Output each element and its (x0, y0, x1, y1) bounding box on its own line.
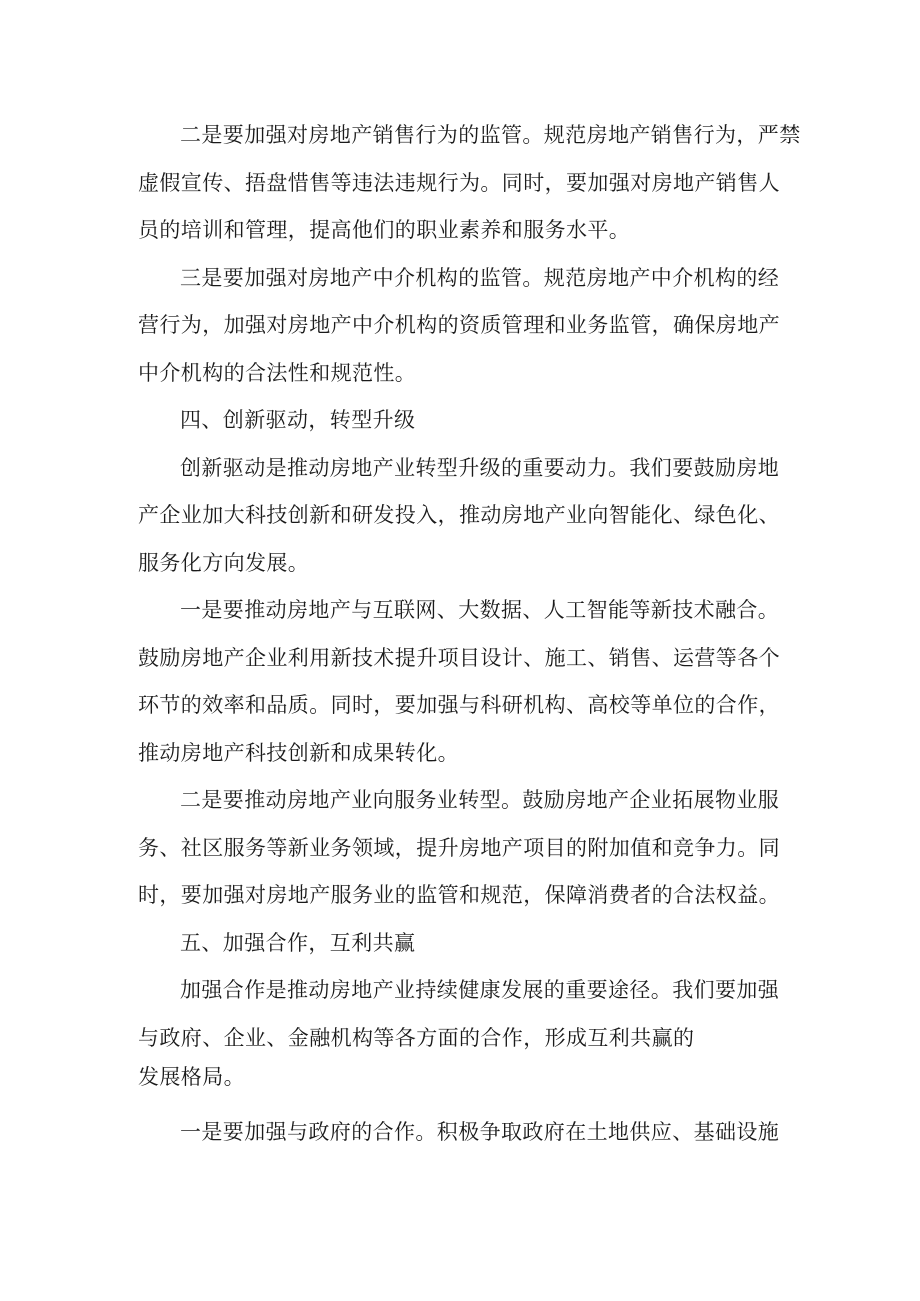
text-line: 三是要加强对房地产中介机构的监管。规范房地产中介机构的经 (180, 265, 780, 290)
paragraph-cooperation-intro (138, 967, 798, 1092)
text-line: 员的培训和管理，提高他们的职业素养和服务水平。 (138, 218, 631, 242)
text-line: 服务化方向发展。 (138, 550, 310, 575)
text-line: 推动房地产科技创新和成果转化。 (138, 740, 459, 765)
paragraph-government-cooperation (138, 1109, 798, 1157)
text-line: 创新驱动是推动房地产业转型升级的重要动力。我们要鼓励房地 (180, 455, 780, 480)
section-heading-cooperation: 五、加强合作，互利共赢 (180, 930, 416, 955)
text-line: 发展格局。 (138, 1065, 245, 1089)
text-line: 一是要加强与政府的合作。积极争取政府在土地供应、基础设施 (180, 1120, 780, 1144)
text-line: 中介机构的合法性和规范性。 (138, 360, 417, 385)
text-line: 二是要推动房地产业向服务业转型。鼓励房地产企业拓展物业服 (180, 788, 780, 812)
text-line: 时，要加强对房地产服务业的监管和规范，保障消费者的合法权益。 (138, 883, 780, 907)
text-line: 虚假宣传、捂盘惜售等违法违规行为。同时，要加强对房地产销售人 (138, 170, 780, 195)
text-line: 一是要推动房地产与互联网、大数据、人工智能等新技术融合。 (180, 598, 780, 622)
paragraph-sales-supervision (138, 112, 801, 255)
document-body (138, 112, 801, 1157)
paragraph-service-transition (138, 777, 798, 920)
text-line: 产企业加大科技创新和研发投入，推动房地产业向智能化、绿色化、 (138, 503, 780, 527)
text-line: 环节的效率和品质。同时，要加强与科研机构、高校等单位的合作， (138, 693, 780, 717)
text-line: 加强合作是推动房地产业持续健康发展的重要途径。我们要加强 (180, 978, 780, 1002)
text-line: 鼓励房地产企业利用新技术提升项目设计、施工、销售、运营等各个 (138, 645, 780, 670)
paragraph-tech-integration (138, 587, 798, 777)
paragraph-innovation-intro (138, 445, 798, 588)
text-line: 务、社区服务等新业务领域，提升房地产项目的附加值和竞争力。同 (138, 835, 780, 860)
text-line: 营行为，加强对房地产中介机构的资质管理和业务监管，确保房地产 (138, 313, 780, 337)
section-heading-innovation: 四、创新驱动，转型升级 (180, 408, 416, 432)
text-line: 与政府、企业、金融机构等各方面的合作，形成互利共赢的 (138, 1025, 695, 1050)
paragraph-agency-supervision (138, 255, 798, 398)
text-line: 二是要加强对房地产销售行为的监管。规范房地产销售行为，严禁 (180, 123, 801, 147)
